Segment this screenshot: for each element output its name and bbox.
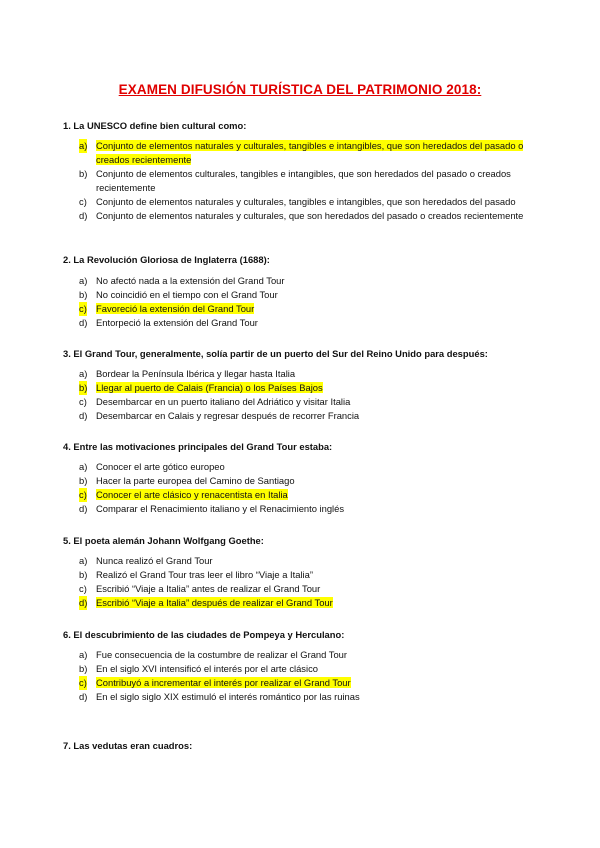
option-text — [96, 381, 536, 395]
option-letter: b) — [79, 382, 88, 393]
option-letter: a) — [79, 461, 88, 472]
option-text-highlighted: Favoreció la extensión del Grand Tour — [96, 303, 255, 314]
exam-title: EXAMEN DIFUSIÓN TURÍSTICA DEL PATRIMONIO 2018: — [118, 82, 482, 97]
question-4: 4. Entre las motivaciones principales del Grand Tour estaba: — [63, 441, 333, 452]
option-letter: d) — [79, 317, 88, 328]
option-text: En el siglo siglo XIX estimuló el interés romántico por las ruinas — [96, 691, 360, 702]
option-letter: a) — [79, 140, 88, 151]
option-letter: d) — [79, 597, 88, 608]
option-letter: c) — [79, 396, 87, 407]
option-letter: b) — [79, 475, 88, 486]
question-7: 7. Las vedutas eran cuadros: — [63, 740, 193, 751]
option-letter: c) — [79, 303, 87, 314]
option-letter: b) — [79, 663, 88, 674]
option-letter: b) — [79, 569, 88, 580]
option-letter: b) — [79, 168, 88, 179]
option-text: Conjunto de elementos culturales, tangibles e intangibles, que son heredados del pasado o creados recientemente — [96, 168, 511, 193]
option-text: Desembarcar en Calais y regresar después de recorrer Francia — [96, 410, 360, 421]
question-3: 3. El Grand Tour, generalmente, solía partir de un puerto del Sur del Reino Unido para después: — [63, 348, 488, 359]
question-2: 2. La Revolución Gloriosa de Inglaterra (1688): — [63, 254, 270, 265]
option-letter: d) — [79, 503, 88, 514]
option-letter: a) — [79, 275, 88, 286]
option-letter: a) — [79, 649, 88, 660]
question-6: 6. El descubrimiento de las ciudades de Pompeya y Herculano: — [63, 629, 345, 640]
option-text: Bordear la Península Ibérica y llegar hasta Italia — [96, 368, 296, 379]
option-letter: c) — [79, 677, 87, 688]
question-5: 5. El poeta alemán Johann Wolfgang Goethe: — [63, 535, 264, 546]
option-text — [96, 488, 536, 502]
option-text-highlighted: Contribuyó a incrementar el interés por realizar el Grand Tour — [96, 677, 351, 688]
option-letter: c) — [79, 196, 87, 207]
option-text: Fue consecuencia de la costumbre de realizar el Grand Tour — [96, 649, 348, 660]
option-text: No coincidió en el tiempo con el Grand Tour — [96, 289, 278, 300]
option-text: Entorpeció la extensión del Grand Tour — [96, 317, 258, 328]
option-text-highlighted: Conjunto de elementos naturales y culturales, tangibles e intangibles, que son heredados del pasado o creados recientemente — [96, 140, 524, 165]
option-text: En el siglo XVI intensificó el interés por el arte clásico — [96, 663, 318, 674]
option-text: Nunca realizó el Grand Tour — [96, 555, 213, 566]
option-letter: d) — [79, 410, 88, 421]
option-text: Hacer la parte europea del Camino de Santiago — [96, 475, 295, 486]
option-text-highlighted: Escribió “Viaje a Italia” después de realizar el Grand Tour — [96, 597, 333, 608]
option-text — [96, 676, 536, 690]
question-1: 1. La UNESCO define bien cultural como: — [63, 120, 247, 131]
option-text: Conjunto de elementos naturales y culturales, tangibles e intangibles, que son heredados del pasado — [96, 196, 516, 207]
question-1-option-a — [79, 139, 539, 167]
option-text: Realizó el Grand Tour tras leer el libro “Viaje a Italia” — [96, 569, 313, 580]
option-letter: c) — [79, 583, 87, 594]
option-text — [96, 139, 536, 167]
question-1-option-b — [79, 167, 539, 195]
option-text-highlighted: Llegar al puerto de Calais (Francia) o los Países Bajos — [96, 382, 323, 393]
option-text: Conjunto de elementos naturales y culturales, que son heredados del pasado o creados recientemente — [96, 210, 524, 221]
question-1-option-d — [79, 209, 539, 237]
option-text: Conocer el arte gótico europeo — [96, 461, 225, 472]
option-text: Escribió “Viaje a Italia” antes de realizar el Grand Tour — [96, 583, 321, 594]
option-letter: a) — [79, 368, 88, 379]
option-letter: c) — [79, 489, 87, 500]
option-letter: d) — [79, 210, 88, 221]
option-text-highlighted: Conocer el arte clásico y renacentista en Italia — [96, 489, 288, 500]
option-text: Desembarcar en un puerto italiano del Adriático y visitar Italia — [96, 396, 351, 407]
option-letter: a) — [79, 555, 88, 566]
option-letter: b) — [79, 289, 88, 300]
option-text — [96, 302, 536, 316]
question-1-option-c — [79, 195, 539, 209]
option-letter: d) — [79, 691, 88, 702]
option-text — [96, 596, 536, 610]
option-text: No afectó nada a la extensión del Grand Tour — [96, 275, 285, 286]
option-text: Comparar el Renacimiento italiano y el Renacimiento inglés — [96, 503, 345, 514]
